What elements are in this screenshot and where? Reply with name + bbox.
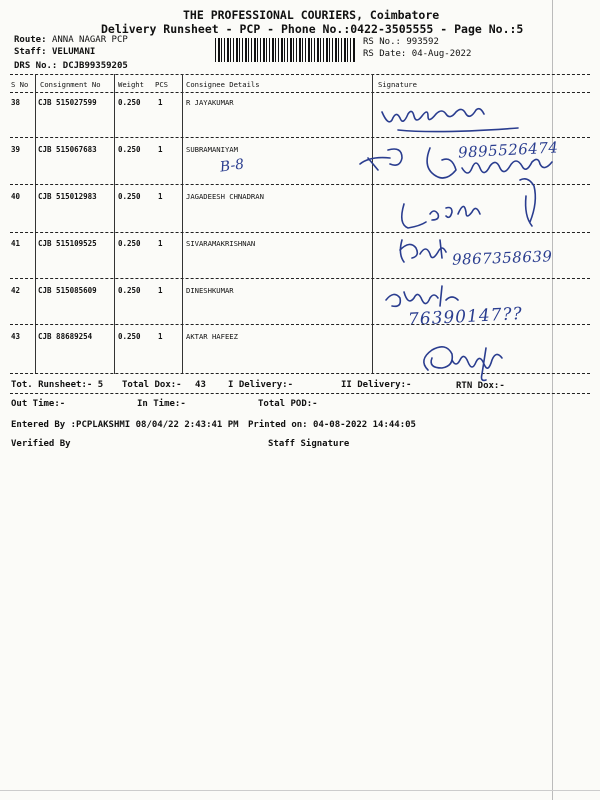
row-weight: 0.250: [118, 145, 141, 154]
out-time: Out Time:-: [11, 399, 66, 409]
row-handwritten-phone: 9895526474: [457, 138, 559, 162]
total-dox-value: 43: [195, 380, 206, 390]
row-pcs: 1: [158, 98, 163, 107]
row-sno: 38: [11, 98, 21, 107]
row-sno: 42: [11, 286, 21, 295]
rs-no-value: 993592: [406, 37, 439, 47]
row-weight: 0.250: [118, 239, 141, 248]
row-consignee: R JAYAKUMAR: [186, 98, 234, 107]
rs-no-label: RS No.:: [363, 37, 401, 47]
signature-row-39: [360, 148, 552, 178]
row-consignee: DINESHKUMAR: [186, 286, 234, 295]
col-header-consignment: Consignment No: [40, 80, 101, 89]
row-pcs: 1: [158, 286, 163, 295]
runsheet-title: Delivery Runsheet - PCP - Phone No.:0422-3505555 - Page No.:5: [101, 22, 524, 36]
drs-label: DRS No.:: [14, 61, 58, 71]
total-dox-row: [122, 380, 206, 390]
total-dox-label: Total Dox:-: [122, 380, 182, 390]
drs-value: DCJB99359205: [62, 61, 128, 71]
row-consignee: AKTAR HAFEEZ: [186, 332, 238, 341]
row-consignment: CJB 515109525: [38, 239, 97, 248]
tot-runsheet: Tot. Runsheet:- 5: [11, 380, 104, 390]
entered-by: Entered By :PCPLAKSHMI 08/04/22 2:43:41 PM: [11, 420, 239, 430]
col-header-sno: S No: [11, 80, 29, 89]
row-weight: 0.250: [118, 98, 141, 107]
row-weight: 0.250: [118, 332, 141, 341]
row-pcs: 1: [158, 192, 163, 201]
col-header-consignee: Consignee Details: [186, 80, 260, 89]
staff-label: Staff:: [14, 47, 47, 57]
rtn-dox: RTN Dox:-: [456, 381, 505, 391]
printed-on: Printed on: 04-08-2022 14:44:05: [248, 420, 416, 430]
row-pcs: 1: [158, 239, 163, 248]
row-weight: 0.250: [118, 192, 141, 201]
row-handwritten-phone: 76390147??: [407, 304, 524, 330]
row-consignment: CJB 515027599: [38, 98, 97, 107]
row-sno: 39: [11, 145, 21, 154]
row-handwritten-phone: 9867358639: [451, 247, 553, 269]
signature-row-42: [386, 286, 458, 306]
signature-row-41: [400, 240, 446, 262]
summary-rule: [10, 393, 590, 394]
row-sno: 41: [11, 239, 21, 248]
rs-date-label: RS Date:: [363, 49, 407, 59]
row-consignment: CJB 515085609: [38, 286, 97, 295]
row-weight: 0.250: [118, 286, 141, 295]
col-header-pcs: PCS: [155, 80, 168, 89]
col-header-signature: Signature: [378, 80, 417, 89]
row-pcs: 1: [158, 145, 163, 154]
in-time: In Time:-: [137, 399, 186, 409]
row-consignment: CJB 515012983: [38, 192, 97, 201]
signature-row-43: [424, 347, 502, 381]
col-header-weight: Weight: [118, 80, 144, 89]
route-label: Route:: [14, 35, 47, 45]
row-handwritten-note: B-8: [219, 156, 246, 176]
row-consignee: JAGADEESH CHNADRAN: [186, 192, 264, 201]
company-title: THE PROFESSIONAL COURIERS, Coimbatore: [183, 8, 440, 22]
row-consignee: SUBRAMANIYAM: [186, 145, 238, 154]
row-consignment: CJB 88689254: [38, 332, 93, 341]
row-consignee: SIVARAMAKRISHNAN: [186, 239, 256, 248]
row-pcs: 1: [158, 332, 163, 341]
signature-row-38: [382, 109, 518, 132]
i-delivery: I Delivery:-: [228, 380, 294, 390]
ii-delivery: II Delivery:-: [341, 380, 412, 390]
row-consignment: CJB 515067683: [38, 145, 97, 154]
row-sno: 43: [11, 332, 21, 341]
signature-row-40: [402, 204, 480, 228]
staff-value: VELUMANI: [51, 47, 96, 57]
signature-row-40-tail: [520, 179, 535, 226]
verified-by: Verified By: [11, 439, 71, 449]
row-sno: 40: [11, 192, 21, 201]
staff-signature: Staff Signature: [268, 439, 350, 449]
route-value: ANNA NAGAR PCP: [51, 35, 128, 45]
total-pod: Total POD:-: [258, 399, 318, 409]
rs-date-value: 04-Aug-2022: [411, 49, 472, 59]
